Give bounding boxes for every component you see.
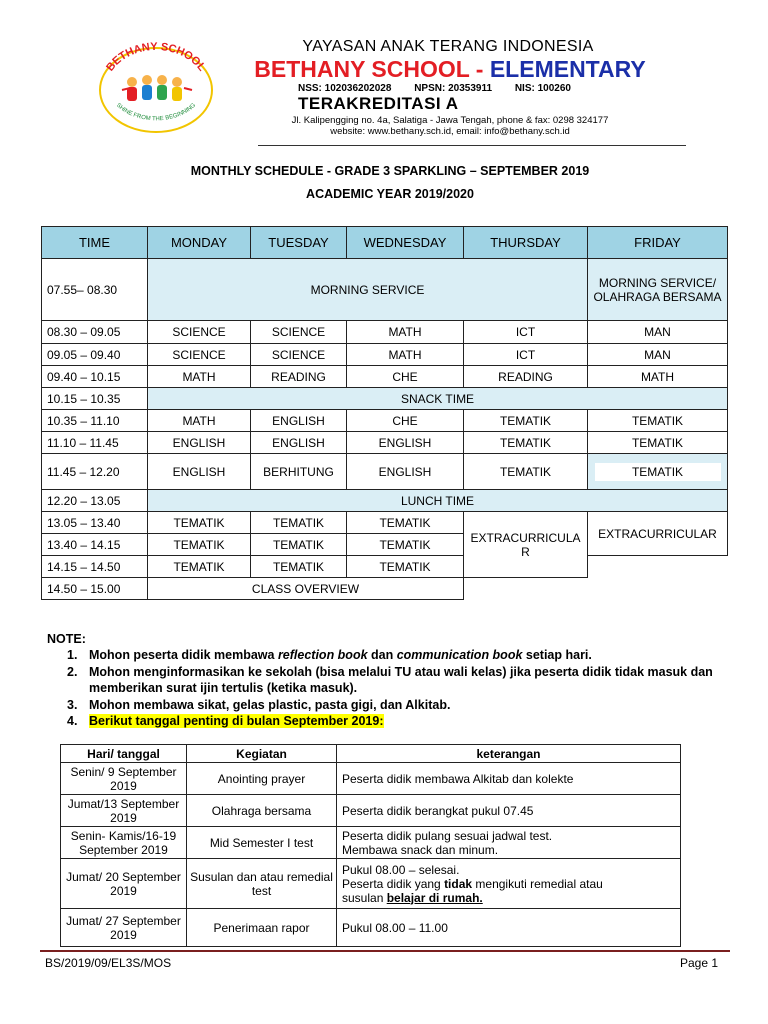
- subject-cell: TEMATIK: [251, 512, 347, 534]
- event-note: Pukul 08.00 – 11.00: [337, 909, 681, 947]
- school-address: Jl. Kalipengging no. 4a, Salatiga - Jawa Tengah, phone & fax: 0298 324177: [291, 115, 609, 126]
- page-number: Page 1: [680, 956, 719, 970]
- list-item: [47, 647, 737, 664]
- subject-highlight: TEMATIK: [595, 463, 721, 481]
- schedule-header-row: [42, 227, 728, 259]
- header-divider: [258, 145, 686, 146]
- list-number: 4.: [67, 714, 78, 728]
- subject-cell: ICT: [464, 321, 588, 344]
- event-date: Jumat/13 September 2019: [61, 795, 187, 827]
- note-emphasis: reflection book: [277, 648, 368, 662]
- event-activity: Anointing prayer: [187, 763, 337, 795]
- table-row: [42, 388, 728, 410]
- table-row: [42, 578, 728, 600]
- event-activity: Mid Semester I test: [187, 827, 337, 859]
- event-activity: Olahraga bersama: [187, 795, 337, 827]
- schedule-table: [41, 226, 728, 600]
- subject-cell: READING: [251, 366, 347, 388]
- list-item: [47, 713, 737, 730]
- subject-cell: SCIENCE: [148, 344, 251, 366]
- event-note-line: Peserta didik pulang sesuai jadwal test.: [342, 828, 553, 843]
- notes-list: [47, 647, 737, 730]
- accreditation: TERAKREDITASI A: [298, 94, 459, 113]
- header-wednesday: WEDNESDAY: [347, 227, 464, 259]
- subject-cell: ENGLISH: [347, 432, 464, 454]
- note-underlined: belajar di rumah.: [386, 890, 483, 905]
- empty-cell: [464, 578, 588, 600]
- schedule-title: MONTHLY SCHEDULE - GRADE 3 SPARKLING – SEPTEMBER 2019: [190, 164, 590, 178]
- subject-cell: TEMATIK: [148, 556, 251, 578]
- header-time: TIME: [42, 227, 148, 259]
- time-cell: 10.35 – 11.10: [42, 410, 148, 432]
- subject-cell: TEMATIK: [588, 432, 728, 454]
- logo-emblem-icon: [92, 38, 220, 134]
- document-code: BS/2019/09/EL3S/MOS: [45, 956, 172, 970]
- notes-heading: NOTE:: [47, 632, 86, 646]
- subject-cell: TEMATIK: [464, 432, 588, 454]
- event-note-line: Pukul 08.00 – selesai.: [342, 862, 460, 877]
- footer-divider: [40, 950, 730, 952]
- event-note: Peserta didik membawa Alkitab dan kolekte: [337, 763, 681, 795]
- school-website: website: www.bethany.sch.id, email: info@bethany.sch.id: [330, 126, 570, 137]
- note-text: mengikuti remedial atau: [472, 876, 603, 891]
- time-cell: 08.30 – 09.05: [42, 321, 148, 344]
- note-text: susulan: [342, 890, 387, 905]
- table-row: [42, 344, 728, 366]
- table-row: [42, 490, 728, 512]
- time-cell: 09.40 – 10.15: [42, 366, 148, 388]
- subject-cell: MAN: [588, 344, 728, 366]
- events-header-row: [61, 745, 681, 763]
- subject-cell: BERHITUNG: [251, 454, 347, 490]
- subject-cell: ENGLISH: [148, 454, 251, 490]
- note-text: Mohon peserta didik membawa: [89, 648, 278, 662]
- friday-extracurricular-cell: EXTRACURRICULAR: [588, 512, 728, 556]
- time-cell: 09.05 – 09.40: [42, 344, 148, 366]
- event-date: Jumat/ 20 September 2019: [61, 859, 187, 909]
- table-row: [42, 321, 728, 344]
- time-cell: 12.20 – 13.05: [42, 490, 148, 512]
- table-row: [61, 763, 681, 795]
- logo-bottom-text: SHINE FROM THE BEGINNING: [114, 102, 198, 123]
- children-figures-icon: [122, 75, 192, 101]
- subject-cell: TEMATIK: [148, 512, 251, 534]
- npsn-number: NPSN: 20353911: [414, 83, 493, 94]
- table-row: [61, 827, 681, 859]
- subject-cell: SCIENCE: [251, 321, 347, 344]
- header-tuesday: TUESDAY: [251, 227, 347, 259]
- header-date: Hari/ tanggal: [61, 745, 187, 763]
- snack-time-cell: SNACK TIME: [148, 388, 728, 410]
- time-cell: 13.05 – 13.40: [42, 512, 148, 534]
- list-number: 3.: [67, 697, 78, 712]
- subject-cell: CHE: [347, 410, 464, 432]
- subject-cell: TEMATIK: [347, 512, 464, 534]
- note-text: setiap hari.: [522, 648, 592, 662]
- events-table: [60, 744, 681, 947]
- event-activity: Penerimaan rapor: [187, 909, 337, 947]
- event-note-line: Membawa snack dan minum.: [342, 842, 499, 857]
- school-name-part2: ELEMENTARY: [489, 56, 646, 82]
- empty-cell: [588, 578, 728, 600]
- event-date: Senin- Kamis/16-19 September 2019: [61, 827, 187, 859]
- note-bold: tidak: [444, 876, 473, 891]
- foundation-name: YAYASAN ANAK TERANG INDONESIA: [302, 38, 594, 55]
- event-note-line: [342, 877, 680, 891]
- time-cell: 14.15 – 14.50: [42, 556, 148, 578]
- subject-cell: SCIENCE: [148, 321, 251, 344]
- time-cell: 11.10 – 11.45: [42, 432, 148, 454]
- header-activity: Kegiatan: [187, 745, 337, 763]
- list-number: 1.: [67, 648, 78, 662]
- event-note: [337, 859, 681, 909]
- subject-cell: TEMATIK: [148, 534, 251, 556]
- event-note-line: [342, 891, 680, 905]
- subject-cell: MATH: [148, 410, 251, 432]
- friday-morning-cell: MORNING SERVICE/ OLAHRAGA BERSAMA: [588, 259, 728, 321]
- list-item: [47, 697, 737, 714]
- subject-cell: ENGLISH: [251, 410, 347, 432]
- table-row: [42, 259, 728, 321]
- morning-service-cell: MORNING SERVICE: [148, 259, 588, 321]
- subject-cell: TEMATIK: [347, 534, 464, 556]
- table-row: [42, 556, 728, 578]
- time-cell: 10.15 – 10.35: [42, 388, 148, 410]
- school-name: [230, 56, 670, 83]
- logo-top-text: BETHANY SCHOOL: [104, 40, 208, 74]
- subject-cell: READING: [464, 366, 588, 388]
- nis-number: NIS: 100260: [514, 83, 571, 94]
- school-logo: [92, 38, 220, 134]
- time-cell: 07.55– 08.30: [42, 259, 148, 321]
- subject-cell: [588, 454, 728, 490]
- event-activity: Susulan dan atau remedial test: [187, 859, 337, 909]
- time-cell: 14.50 – 15.00: [42, 578, 148, 600]
- note-text: Mohon membawa sikat, gelas plastic, pasta gigi, dan Alkitab.: [89, 697, 451, 712]
- header-thursday: THURSDAY: [464, 227, 588, 259]
- thursday-extracurricular-cell: EXTRACURRICULAR: [464, 512, 588, 578]
- subject-cell: MATH: [148, 366, 251, 388]
- notes-section: [47, 632, 737, 730]
- subject-cell: TEMATIK: [464, 410, 588, 432]
- event-note: [337, 827, 681, 859]
- subject-cell: ENGLISH: [251, 432, 347, 454]
- empty-cell: [588, 556, 728, 578]
- header-friday: FRIDAY: [588, 227, 728, 259]
- header-monday: MONDAY: [148, 227, 251, 259]
- subject-cell: TEMATIK: [251, 556, 347, 578]
- note-highlighted-text: Berikut tanggal penting di bulan September 2019:: [89, 714, 384, 728]
- list-item: [47, 664, 737, 697]
- table-row: [42, 454, 728, 490]
- class-overview-cell: CLASS OVERVIEW: [148, 578, 464, 600]
- lunch-time-cell: LUNCH TIME: [148, 490, 728, 512]
- subject-cell: CHE: [347, 366, 464, 388]
- school-name-separator: -: [469, 56, 490, 82]
- note-text: Mohon menginformasikan ke sekolah (bisa melalui TU atau wali kelas) jika peserta didik tidak masuk dan memberikan surat ijin tertulis (ketika masuk).: [89, 664, 713, 695]
- table-row: [61, 909, 681, 947]
- event-date: Jumat/ 27 September 2019: [61, 909, 187, 947]
- school-ids: [298, 83, 591, 94]
- time-cell: 13.40 – 14.15: [42, 534, 148, 556]
- school-name-part1: BETHANY SCHOOL: [254, 56, 470, 82]
- table-row: [61, 795, 681, 827]
- time-cell: 11.45 – 12.20: [42, 454, 148, 490]
- table-row: [42, 512, 728, 534]
- subject-cell: TEMATIK: [464, 454, 588, 490]
- subject-cell: MATH: [588, 366, 728, 388]
- header-note: keterangan: [337, 745, 681, 763]
- table-row: [42, 366, 728, 388]
- note-text: dan: [367, 648, 397, 662]
- table-row: [42, 410, 728, 432]
- subject-cell: ENGLISH: [148, 432, 251, 454]
- subject-cell: ICT: [464, 344, 588, 366]
- subject-cell: TEMATIK: [251, 534, 347, 556]
- subject-cell: ENGLISH: [347, 454, 464, 490]
- list-number: 2.: [67, 664, 78, 679]
- note-text: Peserta didik yang: [342, 876, 445, 891]
- subject-cell: TEMATIK: [347, 556, 464, 578]
- note-emphasis: communication book: [396, 648, 523, 662]
- event-date: Senin/ 9 September 2019: [61, 763, 187, 795]
- svg-text:SHINE FROM THE BEGINNING: [115, 102, 197, 122]
- table-row: [61, 859, 681, 909]
- table-row: [42, 432, 728, 454]
- subject-cell: SCIENCE: [251, 344, 347, 366]
- academic-year: ACADEMIC YEAR 2019/2020: [306, 187, 474, 201]
- event-note: Peserta didik berangkat pukul 07.45: [337, 795, 681, 827]
- nss-number: NSS: 102036202028: [298, 83, 392, 94]
- subject-cell: TEMATIK: [588, 410, 728, 432]
- subject-cell: MATH: [347, 344, 464, 366]
- subject-cell: MATH: [347, 321, 464, 344]
- subject-cell: MAN: [588, 321, 728, 344]
